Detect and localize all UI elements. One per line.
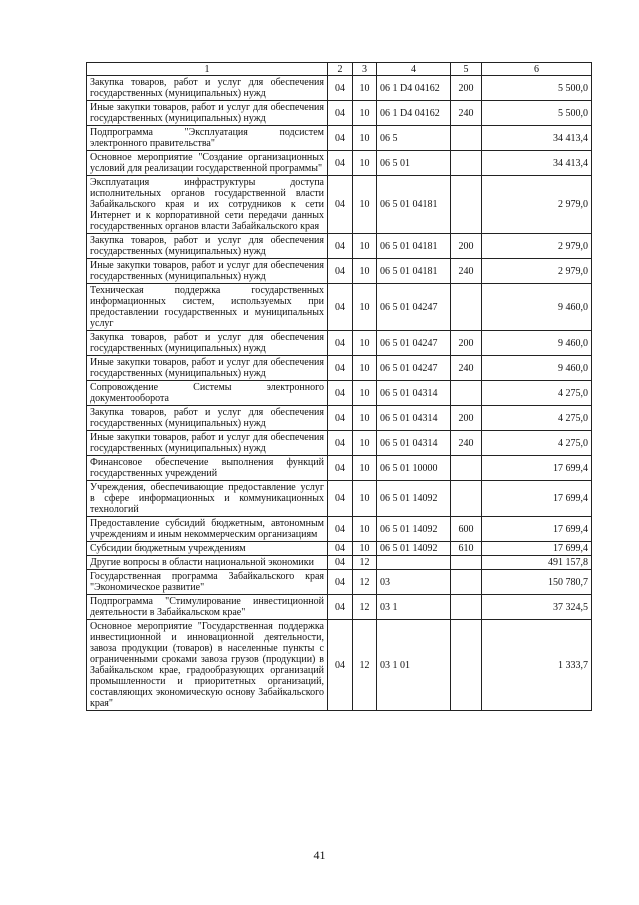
target-article-code: 06 5 01 04314 [377, 431, 451, 456]
target-article-code: 06 5 01 14092 [377, 481, 451, 517]
subsection-code: 10 [353, 381, 377, 406]
table-row [87, 259, 592, 284]
column-header: 3 [353, 63, 377, 76]
expense-type-code: 240 [451, 356, 482, 381]
subsection-code: 12 [353, 620, 377, 711]
item-name: Иные закупки товаров, работ и услуг для обеспечения государственных (муниципальных) нужд [87, 431, 328, 456]
amount: 17 699,4 [482, 517, 592, 542]
amount: 4 275,0 [482, 406, 592, 431]
item-name: Закупка товаров, работ и услуг для обеспечения государственных (муниципальных) нужд [87, 406, 328, 431]
amount: 37 324,5 [482, 595, 592, 620]
section-code: 04 [328, 76, 353, 101]
target-article-code: 06 5 01 10000 [377, 456, 451, 481]
table-row [87, 456, 592, 481]
section-code: 04 [328, 356, 353, 381]
table-row [87, 556, 592, 570]
item-name: Учреждения, обеспечивающие предоставление услуг в сфере информационных и коммуникационных технологий [87, 481, 328, 517]
subsection-code: 10 [353, 176, 377, 234]
amount: 34 413,4 [482, 151, 592, 176]
item-name: Подпрограмма "Эксплуатация подсистем электронного правительства" [87, 126, 328, 151]
item-name: Финансовое обеспечение выполнения функций государственных учреждений [87, 456, 328, 481]
item-name: Основное мероприятие "Создание организационных условий для реализации государственной программы" [87, 151, 328, 176]
item-name: Подпрограмма "Стимулирование инвестиционной деятельности в Забайкальском крае" [87, 595, 328, 620]
amount: 4 275,0 [482, 431, 592, 456]
table-row [87, 126, 592, 151]
target-article-code: 06 5 01 04314 [377, 406, 451, 431]
expense-type-code: 200 [451, 76, 482, 101]
subsection-code: 12 [353, 556, 377, 570]
amount: 34 413,4 [482, 126, 592, 151]
amount: 150 780,7 [482, 570, 592, 595]
subsection-code: 10 [353, 259, 377, 284]
target-article-code: 06 5 01 04181 [377, 234, 451, 259]
amount: 2 979,0 [482, 176, 592, 234]
item-name: Предоставление субсидий бюджетным, автономным учреждениям и иным некоммерческим организациям [87, 517, 328, 542]
section-code: 04 [328, 481, 353, 517]
item-name: Иные закупки товаров, работ и услуг для обеспечения государственных (муниципальных) нужд [87, 101, 328, 126]
expense-type-code [451, 381, 482, 406]
item-name: Закупка товаров, работ и услуг для обеспечения государственных (муниципальных) нужд [87, 234, 328, 259]
column-header: 5 [451, 63, 482, 76]
subsection-code: 10 [353, 406, 377, 431]
subsection-code: 10 [353, 542, 377, 556]
column-header: 2 [328, 63, 353, 76]
subsection-code: 10 [353, 284, 377, 331]
expense-type-code: 240 [451, 259, 482, 284]
target-article-code: 06 1 D4 04162 [377, 76, 451, 101]
expense-type-code [451, 556, 482, 570]
item-name: Основное мероприятие "Государственная поддержка инвестиционной и инновационной деятельности, завоза продукции (товаров) в населенные пункты с ограниченными сроками завоза грузов (продукции) в Забайкальском крае, градообразующих организаций промышленности и приоритетных организаций, составляющих экономическую основу Забайкальского края" [87, 620, 328, 711]
section-code: 04 [328, 234, 353, 259]
subsection-code: 10 [353, 356, 377, 381]
target-article-code: 03 [377, 570, 451, 595]
target-article-code: 06 5 01 14092 [377, 542, 451, 556]
item-name: Закупка товаров, работ и услуг для обеспечения государственных (муниципальных) нужд [87, 331, 328, 356]
amount: 2 979,0 [482, 234, 592, 259]
expense-type-code [451, 151, 482, 176]
expense-type-code [451, 570, 482, 595]
target-article-code: 06 5 01 04247 [377, 331, 451, 356]
table-row [87, 101, 592, 126]
table-row [87, 481, 592, 517]
table-row [87, 431, 592, 456]
item-name: Эксплуатация инфраструктуры доступа исполнительных органов государственной власти Забайкальского края и их сотрудников к сети Интернет и к корпоративной сети передачи данных государственных органов власти Забайкальского края [87, 176, 328, 234]
table-row [87, 76, 592, 101]
item-name: Сопровождение Системы электронного документооборота [87, 381, 328, 406]
target-article-code: 06 5 01 04181 [377, 176, 451, 234]
table-row [87, 284, 592, 331]
expense-type-code [451, 176, 482, 234]
table-row [87, 517, 592, 542]
target-article-code: 06 5 [377, 126, 451, 151]
amount: 9 460,0 [482, 356, 592, 381]
expense-type-code: 200 [451, 331, 482, 356]
amount: 2 979,0 [482, 259, 592, 284]
item-name: Закупка товаров, работ и услуг для обеспечения государственных (муниципальных) нужд [87, 76, 328, 101]
amount: 5 500,0 [482, 76, 592, 101]
table-row [87, 151, 592, 176]
subsection-code: 10 [353, 431, 377, 456]
amount: 17 699,4 [482, 456, 592, 481]
expense-type-code [451, 481, 482, 517]
table-row [87, 620, 592, 711]
subsection-code: 10 [353, 151, 377, 176]
item-name: Техническая поддержка государственных информационных систем, используемых при предоставлении государственных и муниципальных услуг [87, 284, 328, 331]
table-row [87, 234, 592, 259]
expense-type-code: 600 [451, 517, 482, 542]
section-code: 04 [328, 517, 353, 542]
section-code: 04 [328, 570, 353, 595]
section-code: 04 [328, 381, 353, 406]
subsection-code: 10 [353, 234, 377, 259]
budget-table [86, 62, 592, 711]
section-code: 04 [328, 556, 353, 570]
amount: 5 500,0 [482, 101, 592, 126]
target-article-code: 06 5 01 [377, 151, 451, 176]
subsection-code: 10 [353, 331, 377, 356]
amount: 17 699,4 [482, 542, 592, 556]
target-article-code: 06 5 01 14092 [377, 517, 451, 542]
section-code: 04 [328, 176, 353, 234]
amount: 491 157,8 [482, 556, 592, 570]
section-code: 04 [328, 151, 353, 176]
subsection-code: 12 [353, 595, 377, 620]
item-name: Другие вопросы в области национальной экономики [87, 556, 328, 570]
section-code: 04 [328, 542, 353, 556]
subsection-code: 10 [353, 76, 377, 101]
table-row [87, 356, 592, 381]
section-code: 04 [328, 406, 353, 431]
section-code: 04 [328, 431, 353, 456]
subsection-code: 10 [353, 101, 377, 126]
table-row [87, 595, 592, 620]
section-code: 04 [328, 259, 353, 284]
section-code: 04 [328, 456, 353, 481]
expense-type-code: 610 [451, 542, 482, 556]
expense-type-code [451, 126, 482, 151]
subsection-code: 12 [353, 570, 377, 595]
page-number: 41 [313, 848, 326, 862]
target-article-code: 03 1 [377, 595, 451, 620]
expense-type-code [451, 620, 482, 711]
item-name: Государственная программа Забайкальского края "Экономическое развитие" [87, 570, 328, 595]
subsection-code: 10 [353, 517, 377, 542]
table-row [87, 570, 592, 595]
table-row [87, 406, 592, 431]
item-name: Иные закупки товаров, работ и услуг для обеспечения государственных (муниципальных) нужд [87, 259, 328, 284]
item-name: Иные закупки товаров, работ и услуг для обеспечения государственных (муниципальных) нужд [87, 356, 328, 381]
amount: 4 275,0 [482, 381, 592, 406]
table-body [87, 76, 592, 711]
table-row [87, 176, 592, 234]
target-article-code: 06 5 01 04314 [377, 381, 451, 406]
table-row [87, 331, 592, 356]
header-row [87, 63, 592, 76]
target-article-code: 06 5 01 04247 [377, 284, 451, 331]
section-code: 04 [328, 620, 353, 711]
table-row [87, 542, 592, 556]
section-code: 04 [328, 101, 353, 126]
subsection-code: 10 [353, 456, 377, 481]
expense-type-code [451, 284, 482, 331]
subsection-code: 10 [353, 126, 377, 151]
section-code: 04 [328, 331, 353, 356]
section-code: 04 [328, 284, 353, 331]
amount: 1 333,7 [482, 620, 592, 711]
item-name: Субсидии бюджетным учреждениям [87, 542, 328, 556]
expense-type-code: 200 [451, 234, 482, 259]
amount: 9 460,0 [482, 284, 592, 331]
column-header: 6 [482, 63, 592, 76]
expense-type-code [451, 456, 482, 481]
expense-type-code: 200 [451, 406, 482, 431]
target-article-code: 06 1 D4 04162 [377, 101, 451, 126]
target-article-code [377, 556, 451, 570]
table-row [87, 381, 592, 406]
section-code: 04 [328, 595, 353, 620]
expense-type-code [451, 595, 482, 620]
subsection-code: 10 [353, 481, 377, 517]
column-header: 1 [87, 63, 328, 76]
amount: 9 460,0 [482, 331, 592, 356]
expense-type-code: 240 [451, 431, 482, 456]
section-code: 04 [328, 126, 353, 151]
expense-type-code: 240 [451, 101, 482, 126]
target-article-code: 06 5 01 04181 [377, 259, 451, 284]
amount: 17 699,4 [482, 481, 592, 517]
target-article-code: 03 1 01 [377, 620, 451, 711]
target-article-code: 06 5 01 04247 [377, 356, 451, 381]
column-header: 4 [377, 63, 451, 76]
